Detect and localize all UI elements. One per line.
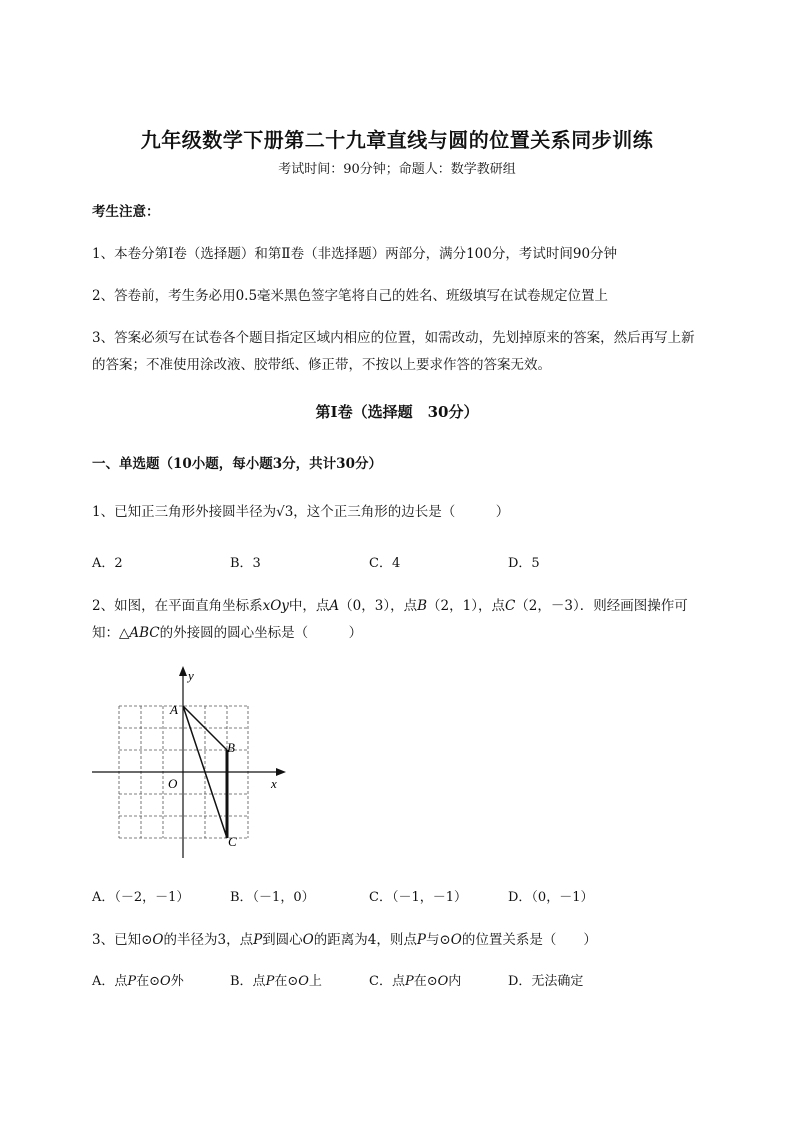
q3-var-o: O <box>160 974 171 989</box>
point-c-label: C <box>228 834 237 849</box>
q3-var-p: P <box>416 932 426 948</box>
q2-text: 的外接圆的圆心坐标是（ ） <box>159 625 363 641</box>
point-a-label: A <box>170 702 178 717</box>
q3-var-o: O <box>152 932 164 948</box>
question-2-line-2 <box>92 621 362 641</box>
q3-opt-text: A．点 <box>92 974 128 989</box>
q3-option-c <box>369 970 461 989</box>
q3-opt-text: 外 <box>170 974 184 989</box>
q2-var-abc: ABC <box>129 625 160 641</box>
axis-label-y: y <box>188 668 194 683</box>
q2-text: （0，3），点 <box>339 598 418 614</box>
q1-option-a: A．2 <box>92 556 123 571</box>
q3-option-d: D．无法确定 <box>508 974 584 989</box>
q2-text: 中，点 <box>288 598 330 614</box>
q3-var-p: P <box>253 932 263 948</box>
section-title: 第I卷（选择题 30分） <box>315 403 479 421</box>
q3-option-a <box>92 970 184 989</box>
q3-text: 3、已知⊙ <box>92 932 153 948</box>
q2-text: 知：△ <box>92 625 130 641</box>
origin-label: O <box>168 776 178 791</box>
q2-option-a: A．（－2，－1） <box>92 890 190 905</box>
note-item-3: 3、答案必须写在试卷各个题目指定区域内相应的位置，如需改动，先划掉原来的答案，然后再写上新 <box>92 330 695 346</box>
q2-text: 2、如图，在平面直角坐标系 <box>92 598 263 614</box>
q3-opt-text: 在⊙ <box>136 974 161 989</box>
q3-opt-text: C．点 <box>369 974 405 989</box>
q2-text: （2，1），点 <box>427 598 505 614</box>
q3-text: 的位置关系是（ ） <box>461 932 597 948</box>
q1-option-d: D．5 <box>508 556 540 571</box>
note-item-3-cont: 的答案；不准使用涂改液、胶带纸、修正带，不按以上要求作答的答案无效。 <box>92 357 551 373</box>
q3-text: 与⊙ <box>425 932 451 948</box>
q3-var-p: P <box>127 974 137 989</box>
q2-var-a: A <box>329 598 340 614</box>
q1-option-b: B．3 <box>230 556 261 571</box>
q3-option-b <box>230 970 322 989</box>
q2-var-xoy: xOy <box>262 598 289 614</box>
q3-var-p: P <box>404 974 414 989</box>
q2-option-c: C．（－1，－1） <box>369 890 467 905</box>
q3-opt-text: 内 <box>448 974 462 989</box>
q3-text: 的距离为4，则点 <box>313 932 417 948</box>
point-b-label: B <box>227 740 235 755</box>
question-1 <box>92 500 509 520</box>
note-item-1: 1、本卷分第I卷（选择题）和第Ⅱ卷（非选择题）两部分，满分100分，考试时间90分钟 <box>92 246 618 262</box>
q3-opt-text: 在⊙ <box>274 974 299 989</box>
q3-var-p: P <box>265 974 275 989</box>
q1-option-c: C．4 <box>369 556 401 571</box>
page-subtitle: 考试时间：90分钟；命题人：数学教研组 <box>278 162 516 177</box>
q2-option-b: B．（－1，0） <box>230 890 315 905</box>
q3-opt-text: 在⊙ <box>413 974 438 989</box>
q2-var-c: C <box>504 598 516 614</box>
q3-opt-text: B．点 <box>230 974 266 989</box>
q3-text: 的半径为3，点 <box>163 932 254 948</box>
note-item-2: 2、答卷前，考生务必用0.5毫米黑色签字笔将自己的姓名、班级填写在试卷规定位置上 <box>92 288 609 304</box>
q1-text-a: 1、已知正三角形外接圆半径为 <box>92 504 277 520</box>
q3-var-o: O <box>437 974 449 989</box>
q3-var-o: O <box>298 974 309 989</box>
sqrt3: √3 <box>276 504 294 520</box>
q3-text: 到圆心 <box>262 932 303 948</box>
q3-opt-text: 上 <box>308 974 322 989</box>
q2-text: （2，－3）．则经画图操作可 <box>515 598 688 614</box>
q2-option-d: D．（0，－1） <box>508 890 594 905</box>
part-title: 一、单选题（10小题，每小题3分，共计30分） <box>92 456 382 472</box>
y-axis-arrow <box>179 666 187 676</box>
page-title: 九年级数学下册第二十九章直线与圆的位置关系同步训练 <box>140 128 654 152</box>
axis-label-x: x <box>271 776 277 791</box>
q3-var-o: O <box>450 932 462 948</box>
question-2-line-1 <box>92 594 688 614</box>
coordinate-figure <box>90 664 290 860</box>
q2-var-b: B <box>417 598 428 614</box>
question-3 <box>92 928 597 948</box>
notes-heading: 考生注意： <box>92 204 160 220</box>
q1-text-b: ，这个正三角形的边长是（ ） <box>293 504 510 520</box>
q3-var-o: O <box>302 932 314 948</box>
x-axis-arrow <box>276 768 286 776</box>
